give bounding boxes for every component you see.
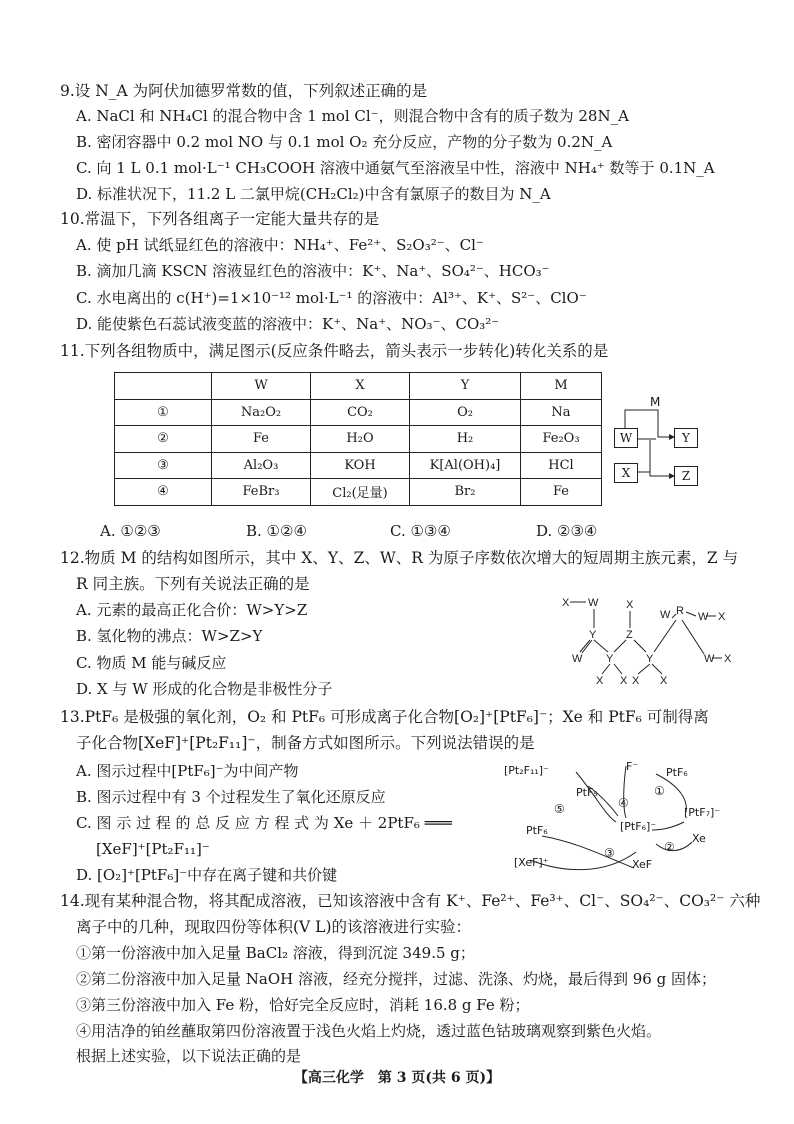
q10-option-a: A. 使 pH 试纸显红色的溶液中：NH₄⁺、Fe²⁺、S₂O₃²⁻、Cl⁻ bbox=[76, 236, 484, 254]
q12-stem-line1: 12.物质 M 的结构如图所示，其中 X、Y、Z、W、R 为原子序数依次增大的短周期主族元素，Z 与 bbox=[60, 549, 739, 567]
svg-text:R: R bbox=[676, 605, 684, 617]
table-cell: FeBr₃ bbox=[212, 479, 311, 506]
cycle-step-2: ② bbox=[664, 840, 675, 854]
svg-text:X: X bbox=[562, 597, 570, 609]
cycle-xe: Xe bbox=[692, 832, 706, 845]
table-cell: ① bbox=[115, 399, 212, 426]
q13-option-c: C. 图 示 过 程 的 总 反 应 方 程 式 为 Xe ＋ 2PtF₆ ═══ bbox=[76, 814, 452, 832]
table-cell: Br₂ bbox=[410, 479, 521, 506]
q12-stem-line2: R 同主族。下列有关说法正确的是 bbox=[76, 575, 310, 593]
cycle-ptf7: [PtF₇]⁻ bbox=[684, 806, 721, 819]
cycle-step-3: ③ bbox=[604, 846, 615, 860]
cycle-fminus: F⁻ bbox=[626, 760, 639, 773]
table-cell: HCl bbox=[521, 452, 602, 479]
q11-stem: 11.下列各组物质中，满足图示(反应条件略去，箭头表示一步转化)转化关系的是 bbox=[60, 342, 609, 360]
q14-conclusion: 根据上述实验，以下说法正确的是 bbox=[76, 1047, 302, 1065]
q9-option-d: D. 标准状况下，11.2 L 二氯甲烷(CH₂Cl₂)中含有氯原子的数目为 N_A bbox=[76, 185, 551, 203]
q11-option-c: C. ①③④ bbox=[390, 522, 451, 540]
svg-text:X: X bbox=[620, 675, 628, 687]
q12-option-b: B. 氢化物的沸点：W>Z>Y bbox=[76, 627, 263, 645]
svg-text:X: X bbox=[718, 611, 726, 623]
cycle-ptf6-center: [PtF₆]⁻ bbox=[620, 820, 657, 833]
q12-option-c: C. 物质 M 能与碱反应 bbox=[76, 654, 227, 672]
cycle-ptf6-top: PtF₆ bbox=[666, 766, 688, 779]
q9-option-b: B. 密闭容器中 0.2 mol NO 与 0.1 mol O₂ 充分反应，产物的分子数为 0.2N_A bbox=[76, 133, 613, 151]
diagram-box-y: Y bbox=[674, 428, 698, 448]
svg-text:Y: Y bbox=[646, 653, 654, 665]
table-cell: Fe₂O₃ bbox=[521, 426, 602, 453]
table-cell: Fe bbox=[212, 426, 311, 453]
svg-text:X: X bbox=[596, 675, 604, 687]
table-header-row bbox=[115, 373, 602, 400]
q14-stem-line1: 14.现有某种混合物，将其配成溶液，已知该溶液中含有 K⁺、Fe²⁺、Fe³⁺、Cl⁻、SO₄²⁻、CO₃²⁻ 六种 bbox=[60, 892, 761, 910]
svg-text:W: W bbox=[698, 611, 709, 623]
q9-stem: 9.设 N_A 为阿伏加德罗常数的值，下列叙述正确的是 bbox=[60, 82, 428, 100]
q12-option-a: A. 元素的最高正化合价：W>Y>Z bbox=[76, 601, 308, 619]
svg-text:X: X bbox=[660, 675, 668, 687]
table-cell: Y bbox=[410, 373, 521, 400]
table-cell: KOH bbox=[311, 452, 410, 479]
svg-text:Z: Z bbox=[626, 629, 633, 641]
table-cell: Na₂O₂ bbox=[212, 399, 311, 426]
q10-option-b: B. 滴加几滴 KSCN 溶液显红色的溶液中：K⁺、Na⁺、SO₄²⁻、HCO₃⁻ bbox=[76, 262, 550, 280]
table-cell: Cl₂(足量) bbox=[311, 479, 410, 506]
svg-text:Y: Y bbox=[589, 629, 597, 641]
cycle-xef: XeF bbox=[632, 858, 653, 871]
table-cell: X bbox=[311, 373, 410, 400]
svg-text:Y: Y bbox=[606, 653, 614, 665]
diagram-box-z: Z bbox=[674, 466, 698, 486]
table-cell: CO₂ bbox=[311, 399, 410, 426]
svg-text:W: W bbox=[660, 609, 671, 621]
cycle-step-1: ① bbox=[654, 784, 665, 798]
cycle-xefplus: [XeF]⁺ bbox=[514, 856, 549, 869]
page-footer: 【高三化学 第 3 页(共 6 页)】 bbox=[293, 1070, 501, 1086]
cycle-step-4: ④ bbox=[618, 796, 629, 810]
q12-structure-diagram bbox=[556, 592, 736, 692]
table-cell: O₂ bbox=[410, 399, 521, 426]
table-cell: M bbox=[521, 373, 602, 400]
diagram-box-w: W bbox=[614, 428, 638, 448]
cycle-ptf6-left: PtF₆ bbox=[526, 824, 548, 837]
q14-step-3: ③第三份溶液中加入 Fe 粉，恰好完全反应时，消耗 16.8 g Fe 粉； bbox=[76, 996, 530, 1014]
table-cell: W bbox=[212, 373, 311, 400]
q13-option-b: B. 图示过程中有 3 个过程发生了氧化还原反应 bbox=[76, 788, 386, 806]
svg-text:W: W bbox=[572, 653, 583, 665]
q9-option-a: A. NaCl 和 NH₄Cl 的混合物中含 1 mol Cl⁻，则混合物中含有的质子数为 28N_A bbox=[76, 107, 629, 125]
diagram-label-m: M bbox=[650, 395, 661, 409]
svg-text:X: X bbox=[626, 599, 634, 611]
q12-option-d: D. X 与 W 形成的化合物是非极性分子 bbox=[76, 680, 333, 698]
cycle-step-5: ⑤ bbox=[554, 802, 565, 816]
table-cell: ③ bbox=[115, 452, 212, 479]
table-cell bbox=[115, 373, 212, 400]
q11-table bbox=[114, 372, 602, 506]
q14-step-4: ④用洁净的铂丝蘸取第四份溶液置于浅色火焰上灼烧，透过蓝色钴玻璃观察到紫色火焰。 bbox=[76, 1022, 662, 1040]
diagram-box-x: X bbox=[614, 463, 638, 483]
svg-text:X: X bbox=[632, 675, 640, 687]
cycle-pt2f11: [Pt₂F₁₁]⁻ bbox=[504, 764, 549, 777]
table-cell: ② bbox=[115, 426, 212, 453]
q14-stem-line2: 离子中的几种，现取四份等体积(V L)的该溶液进行实验： bbox=[76, 918, 472, 936]
q10-option-d: D. 能使紫色石蕊试液变蓝的溶液中：K⁺、Na⁺、NO₃⁻、CO₃²⁻ bbox=[76, 315, 500, 333]
q10-option-c: C. 水电离出的 c(H⁺)=1×10⁻¹² mol·L⁻¹ 的溶液中：Al³⁺、K⁺、S²⁻、ClO⁻ bbox=[76, 289, 587, 307]
q11-option-d: D. ②③④ bbox=[536, 522, 598, 540]
q13-stem-line1: 13.PtF₆ 是极强的氧化剂，O₂ 和 PtF₆ 可形成离子化合物[O₂]⁺[PtF₆]⁻；Xe 和 PtF₆ 可制得离 bbox=[60, 708, 709, 726]
table-cell: H₂ bbox=[410, 426, 521, 453]
table-cell: ④ bbox=[115, 479, 212, 506]
q11-option-b: B. ①②④ bbox=[246, 522, 307, 540]
svg-text:W: W bbox=[588, 597, 599, 609]
table-cell: Na bbox=[521, 399, 602, 426]
q11-option-a: A. ①②③ bbox=[100, 522, 161, 540]
table-row bbox=[115, 426, 602, 453]
q13-option-d: D. [O₂]⁺[PtF₆]⁻中存在离子键和共价键 bbox=[76, 866, 338, 884]
q14-step-1: ①第一份溶液中加入足量 BaCl₂ 溶液，得到沉淀 349.5 g； bbox=[76, 944, 475, 962]
q13-stem-line2: 子化合物[XeF]⁺[Pt₂F₁₁]⁻，制备方式如图所示。下列说法错误的是 bbox=[76, 734, 535, 752]
table-cell: Al₂O₃ bbox=[212, 452, 311, 479]
q13-option-c-line2: [XeF]⁺[Pt₂F₁₁]⁻ bbox=[96, 840, 210, 858]
svg-text:W: W bbox=[704, 653, 715, 665]
q14-step-2: ②第二份溶液中加入足量 NaOH 溶液，经充分搅拌，过滤、洗涤、灼烧，最后得到 96 g 固体； bbox=[76, 970, 716, 988]
q9-option-c: C. 向 1 L 0.1 mol·L⁻¹ CH₃COOH 溶液中通氨气至溶液呈中性，溶液中 NH₄⁺ 数等于 0.1N_A bbox=[76, 159, 715, 177]
svg-text:X: X bbox=[724, 653, 732, 665]
table-row bbox=[115, 399, 602, 426]
q10-stem: 10.常温下，下列各组离子一定能大量共存的是 bbox=[60, 210, 380, 228]
table-row bbox=[115, 452, 602, 479]
table-row bbox=[115, 479, 602, 506]
table-cell: K[Al(OH)₄] bbox=[410, 452, 521, 479]
table-cell: H₂O bbox=[311, 426, 410, 453]
q13-option-a: A. 图示过程中[PtF₆]⁻为中间产物 bbox=[76, 762, 299, 780]
table-cell: Fe bbox=[521, 479, 602, 506]
cycle-ptf5: PtF₅ bbox=[576, 786, 598, 799]
